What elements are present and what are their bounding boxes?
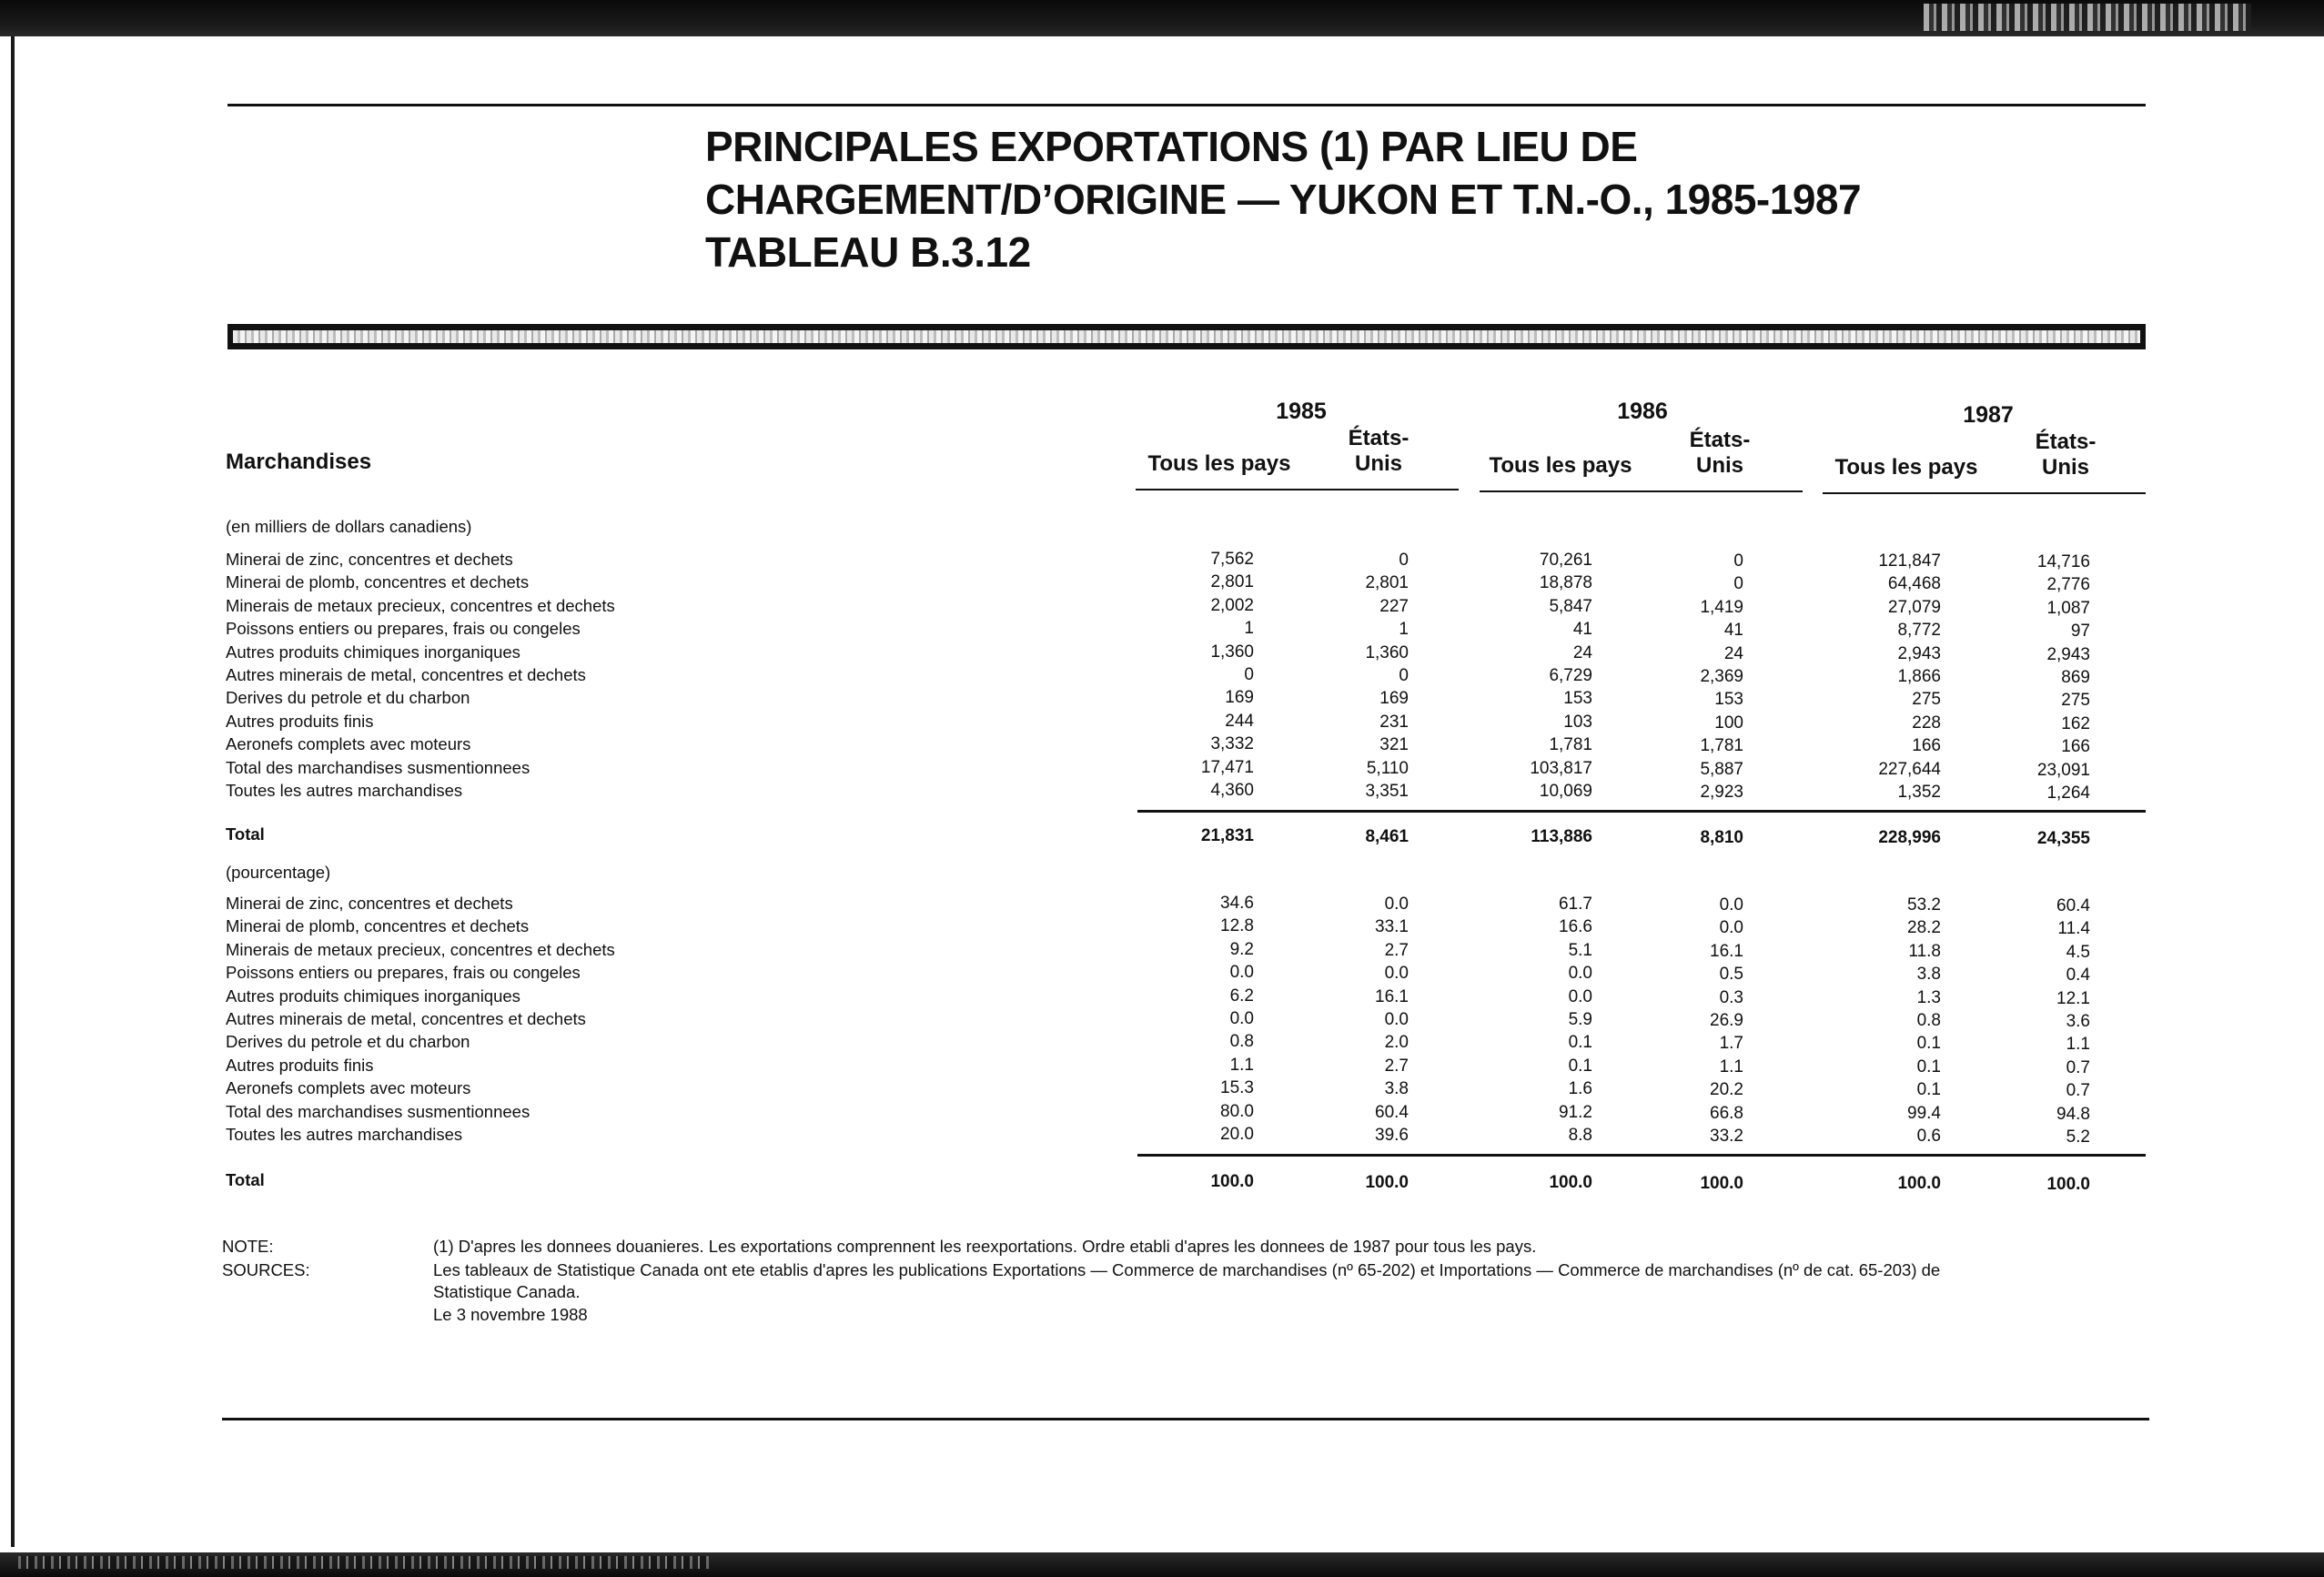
- dollar-row-cell: 100: [1714, 713, 1743, 733]
- percent-row-cell: 1.7: [1719, 1034, 1743, 1054]
- dollar-total-cell: 228,996: [1878, 828, 1941, 847]
- percent-row-cell: 53.2: [1907, 895, 1941, 915]
- percent-row-cell: 11.8: [1908, 941, 1941, 961]
- note-label: NOTE:: [222, 1237, 274, 1256]
- percent-row-cell: 0.0: [1719, 895, 1743, 915]
- dollar-row-cell: 228: [1912, 713, 1941, 733]
- percent-row-cell: 0.1: [1916, 1056, 1941, 1077]
- percent-row-cell: 0.0: [1568, 986, 1592, 1006]
- percent-row-cell: 5.2: [2066, 1127, 2090, 1147]
- percent-row-cell: 91.2: [1559, 1102, 1592, 1122]
- title-line-1: PRINCIPALES EXPORTATIONS (1) PAR LIEU DE: [705, 123, 1638, 170]
- col-us-1985-line2: Unis: [1354, 451, 1402, 476]
- percent-total-cell: 100.0: [1365, 1173, 1409, 1192]
- percent-row-cell: 0.7: [2066, 1057, 2090, 1077]
- dollar-row-cell: 8,772: [1897, 621, 1941, 641]
- percent-row-cell: 3.8: [1384, 1079, 1409, 1099]
- dollar-row-cell: 3,351: [1365, 782, 1409, 801]
- percent-row-cell: 0.5: [1719, 965, 1743, 985]
- dollar-row-cell: 275: [2061, 691, 2090, 711]
- dollar-row-cell: 1,360: [1365, 642, 1409, 662]
- dollar-row-cell: 166: [1912, 736, 1941, 756]
- dollar-row-cell: 103,817: [1530, 758, 1592, 778]
- dollar-row-cell: 275: [1912, 690, 1941, 710]
- dollar-row-cell: 17,471: [1200, 757, 1254, 777]
- percent-row-label: Derives du petrole et du charbon: [226, 1032, 470, 1052]
- percent-row-cell: 3.6: [2066, 1012, 2090, 1031]
- scan-border-bottom: [0, 1552, 2324, 1577]
- total-rule-dollars: [1137, 810, 2146, 813]
- dollar-row-cell: 5,847: [1549, 596, 1592, 616]
- title-line-2: CHARGEMENT/D’ORIGINE — YUKON ET T.N.-O., 1985-1987: [705, 176, 1862, 223]
- percent-row-cell: 0.0: [1384, 895, 1409, 914]
- percent-row-cell: 2.7: [1384, 940, 1409, 960]
- percent-row-cell: 20.2: [1710, 1080, 1743, 1100]
- percent-total-cell: 100.0: [1897, 1174, 1941, 1193]
- title-line-3: TABLEAU B.3.12: [705, 228, 1031, 276]
- percent-row-cell: 94.8: [2056, 1104, 2090, 1124]
- percent-row-cell: 0.0: [1719, 918, 1743, 938]
- bottom-rule: [222, 1418, 2149, 1420]
- percent-row-label: Autres produits finis: [226, 1055, 374, 1075]
- percent-row-cell: 0.1: [1568, 1033, 1592, 1053]
- header-rule-1986: [1480, 490, 1803, 492]
- dollar-row-cell: 2,369: [1700, 667, 1743, 686]
- dollar-row-cell: 27,079: [1887, 597, 1941, 617]
- dollar-row-cell: 1,264: [2046, 783, 2090, 803]
- section-label-percent: (pourcentage): [226, 863, 331, 882]
- percent-total-cell: 100.0: [2046, 1175, 2090, 1194]
- dollar-row-label: Minerais de metaux precieux, concentres et dechets: [226, 595, 615, 615]
- dollar-row-cell: 1,419: [1700, 597, 1743, 617]
- dollar-row-cell: 0: [1399, 551, 1409, 570]
- dollar-row-cell: 97: [2070, 622, 2090, 642]
- total-label-dollars: Total: [226, 824, 265, 844]
- percent-row-cell: 12.1: [2056, 988, 2090, 1008]
- percent-row-cell: 15.3: [1220, 1078, 1254, 1098]
- dollar-row-label: Total des marchandises susmentionnees: [226, 757, 530, 777]
- percent-row-label: Aeronefs complets avec moteurs: [226, 1078, 471, 1098]
- percent-row-label: Minerais de metaux precieux, concentres et dechets: [226, 939, 615, 959]
- percent-row-cell: 1.6: [1568, 1079, 1592, 1099]
- percent-row-cell: 0.0: [1568, 964, 1592, 984]
- dollar-row-cell: 103: [1563, 712, 1592, 732]
- dollar-row-cell: 1: [1399, 620, 1409, 640]
- percent-row-cell: 39.6: [1375, 1126, 1409, 1145]
- percent-row-label: Poissons entiers ou prepares, frais ou congeles: [226, 963, 581, 983]
- percent-row-cell: 0.8: [1229, 1032, 1254, 1052]
- percent-row-cell: 26.9: [1710, 1011, 1743, 1030]
- dollar-row-cell: 121,847: [1878, 551, 1941, 571]
- dollar-row-cell: 0: [1733, 551, 1743, 571]
- total-label-percent: Total: [226, 1170, 265, 1189]
- percent-row-cell: 12.8: [1220, 916, 1254, 936]
- dollar-row-cell: 0: [1733, 574, 1743, 594]
- row-header: Marchandises: [226, 450, 372, 474]
- percent-row-label: Minerai de plomb, concentres et dechets: [226, 916, 530, 936]
- percent-row-label: Autres produits chimiques inorganiques: [226, 986, 520, 1006]
- dollar-row-cell: 1,087: [2046, 598, 2090, 618]
- dollar-row-label: Autres produits chimiques inorganiques: [226, 642, 520, 662]
- header-rule-1987: [1823, 492, 2146, 494]
- percent-row-cell: 4.5: [2066, 942, 2090, 962]
- dollar-row-cell: 244: [1225, 711, 1254, 731]
- dollar-row-cell: 169: [1225, 688, 1254, 708]
- dollar-row-cell: 23,091: [2036, 760, 2090, 780]
- page-title: [705, 120, 1861, 278]
- dollar-row-label: Minerai de plomb, concentres et dechets: [226, 572, 530, 592]
- percent-row-cell: 66.8: [1710, 1103, 1743, 1123]
- col-us-1985-line1: États-: [1348, 426, 1410, 450]
- dollar-total-cell: 113,886: [1531, 827, 1592, 846]
- year-header-1986: 1986: [1617, 399, 1668, 424]
- sources-line-2: Statistique Canada.: [433, 1282, 581, 1301]
- percent-row-cell: 0.0: [1229, 963, 1254, 983]
- percent-row-cell: 20.0: [1220, 1125, 1254, 1144]
- dollar-row-cell: 153: [1563, 689, 1592, 709]
- date-line: Le 3 novembre 1988: [433, 1305, 588, 1324]
- dollar-row-cell: 227: [1379, 596, 1409, 616]
- dollar-row-cell: 18,878: [1539, 573, 1592, 593]
- scan-smear: [1924, 4, 2251, 31]
- percent-row-cell: 0.0: [1229, 1009, 1254, 1028]
- percent-row-cell: 8.8: [1568, 1126, 1592, 1145]
- percent-row-cell: 16.1: [1710, 941, 1743, 961]
- percent-row-cell: 11.4: [2057, 919, 2090, 939]
- col-us-1986-line1: États-: [1689, 428, 1751, 452]
- dollar-row-cell: 5,887: [1700, 759, 1743, 779]
- col-us-1987-line1: États-: [2035, 430, 2097, 454]
- dollar-row-cell: 3,332: [1210, 734, 1254, 754]
- percent-row-label: Toutes les autres marchandises: [226, 1125, 463, 1144]
- dollar-row-label: Poissons entiers ou prepares, frais ou congeles: [226, 619, 581, 639]
- dollar-total-cell: 8,810: [1700, 828, 1743, 847]
- dollar-row-cell: 2,943: [1897, 643, 1941, 663]
- dollar-row-cell: 24: [1723, 643, 1743, 663]
- percent-row-label: Autres minerais de metal, concentres et dechets: [226, 1009, 586, 1028]
- section-label-dollars: (en milliers de dollars canadiens): [226, 517, 472, 536]
- dollar-row-cell: 41: [1572, 620, 1592, 640]
- dollar-row-label: Autres minerais de metal, concentres et dechets: [226, 665, 586, 684]
- dollar-row-cell: 2,943: [2046, 644, 2090, 664]
- year-header-1987: 1987: [1963, 402, 2014, 428]
- top-rule: [227, 104, 2146, 106]
- percent-row-cell: 0.0: [1384, 1010, 1409, 1029]
- scan-smear: [18, 1556, 710, 1569]
- dollar-row-cell: 1: [1244, 619, 1254, 639]
- dollar-row-cell: 2,923: [1700, 783, 1743, 802]
- dollar-row-cell: 4,360: [1210, 781, 1254, 800]
- percent-total-cell: 100.0: [1210, 1172, 1254, 1191]
- dollar-row-cell: 24: [1572, 642, 1592, 662]
- percent-row-cell: 1.1: [1229, 1055, 1254, 1075]
- dollar-row-cell: 321: [1379, 735, 1409, 755]
- scan-border-top: [0, 0, 2324, 36]
- percent-row-cell: 1.1: [2066, 1035, 2090, 1055]
- dollar-row-cell: 0: [1399, 666, 1409, 685]
- dollar-row-cell: 227,644: [1878, 759, 1941, 779]
- percent-row-cell: 0.0: [1384, 964, 1409, 984]
- dollar-row-cell: 10,069: [1539, 782, 1592, 801]
- col-all-1985: Tous les pays: [1147, 451, 1291, 476]
- dollar-row-label: Toutes les autres marchandises: [226, 781, 463, 800]
- percent-total-cell: 100.0: [1549, 1173, 1592, 1192]
- dollar-row-cell: 166: [2061, 737, 2090, 757]
- percent-row-cell: 9.2: [1229, 939, 1254, 959]
- dollar-row-cell: 1,866: [1897, 667, 1941, 686]
- dollar-row-cell: 41: [1723, 621, 1743, 641]
- dollar-row-cell: 1,781: [1700, 736, 1743, 756]
- percent-row-cell: 99.4: [1907, 1103, 1941, 1123]
- col-all-1986: Tous les pays: [1489, 453, 1632, 478]
- dollar-row-cell: 2,801: [1210, 572, 1254, 592]
- dollar-row-label: Autres produits finis: [226, 711, 374, 731]
- dollar-row-cell: 2,002: [1210, 595, 1254, 615]
- percent-row-cell: 28.2: [1907, 918, 1941, 938]
- dollar-row-cell: 231: [1379, 712, 1409, 732]
- percent-row-cell: 33.2: [1710, 1127, 1743, 1146]
- percent-total-cell: 100.0: [1700, 1174, 1743, 1193]
- dollar-row-cell: 7,562: [1210, 550, 1254, 569]
- dollar-row-cell: 153: [1714, 690, 1743, 710]
- dollar-total-cell: 8,461: [1365, 827, 1409, 846]
- dollar-row-label: Derives du petrole et du charbon: [226, 688, 470, 708]
- percent-row-cell: 1.1: [1719, 1056, 1743, 1077]
- col-us-1986-line2: Unis: [1695, 453, 1743, 478]
- percent-row-cell: 5.1: [1568, 940, 1592, 960]
- dollar-row-cell: 2,801: [1365, 573, 1409, 593]
- dollar-row-cell: 6,729: [1549, 666, 1592, 685]
- dollar-total-cell: 24,355: [2036, 829, 2090, 848]
- dollar-row-label: Minerai de zinc, concentres et dechets: [226, 550, 513, 569]
- percent-row-cell: 33.1: [1375, 917, 1409, 937]
- col-us-1987-line2: Unis: [2041, 455, 2089, 480]
- percent-row-cell: 6.2: [1229, 986, 1254, 1006]
- dollar-row-cell: 1,352: [1897, 783, 1941, 802]
- percent-row-cell: 3.8: [1916, 965, 1941, 985]
- header-rule-1985: [1136, 489, 1459, 490]
- percent-row-cell: 0.8: [1916, 1011, 1941, 1030]
- percent-row-cell: 0.6: [1916, 1127, 1941, 1146]
- dollar-row-cell: 14,716: [2036, 552, 2090, 571]
- percent-row-cell: 2.0: [1384, 1033, 1409, 1053]
- sources-line-1: Les tableaux de Statistique Canada ont ete etablis d'apres les publications Exportations — Commerce de marchandises (nº 65-202) et Importations — Commerce de marchandises (nº de cat. 65-203) de: [433, 1260, 1941, 1279]
- percent-row-cell: 1.3: [1916, 987, 1941, 1007]
- percent-row-cell: 0.3: [1719, 987, 1743, 1007]
- note-text: (1) D'apres les donnees douanieres. Les exportations comprennent les reexportations. Ordre etabli d'apres les donnees de 1987 pour tous les pays.: [433, 1237, 1537, 1256]
- year-header-1985: 1985: [1276, 399, 1327, 424]
- percent-row-cell: 0.4: [2066, 965, 2090, 986]
- percent-row-cell: 16.6: [1559, 917, 1592, 937]
- percent-row-cell: 61.7: [1559, 895, 1592, 914]
- percent-row-cell: 0.1: [1568, 1056, 1592, 1076]
- dollar-row-label: Aeronefs complets avec moteurs: [226, 734, 471, 754]
- scan-border-left: [11, 36, 15, 1547]
- percent-row-cell: 5.9: [1568, 1010, 1592, 1029]
- percent-row-cell: 0.7: [2066, 1081, 2090, 1101]
- dollar-row-cell: 169: [1379, 689, 1409, 709]
- dollar-row-cell: 5,110: [1366, 758, 1409, 778]
- percent-row-cell: 0.1: [1916, 1034, 1941, 1054]
- percent-row-cell: 60.4: [1375, 1102, 1409, 1122]
- dollar-row-cell: 70,261: [1539, 551, 1592, 570]
- header-band: [227, 324, 2146, 349]
- dollar-row-cell: 64,468: [1887, 574, 1941, 594]
- dollar-row-cell: 1,781: [1549, 735, 1592, 755]
- col-all-1987: Tous les pays: [1834, 455, 1978, 480]
- dollar-row-cell: 2,776: [2046, 575, 2090, 595]
- percent-row-cell: 2.7: [1384, 1056, 1409, 1076]
- percent-row-cell: 80.0: [1220, 1101, 1254, 1121]
- dollar-row-cell: 162: [2061, 713, 2090, 733]
- percent-row-cell: 0.1: [1916, 1080, 1941, 1100]
- dollar-row-cell: 869: [2061, 668, 2090, 687]
- sources-label: SOURCES:: [222, 1260, 310, 1279]
- percent-row-cell: 16.1: [1375, 986, 1409, 1006]
- total-rule-percent: [1137, 1154, 2146, 1157]
- percent-row-cell: 34.6: [1220, 894, 1254, 913]
- percent-row-cell: 60.4: [2056, 896, 2090, 915]
- percent-row-label: Total des marchandises susmentionnees: [226, 1101, 530, 1121]
- percent-row-label: Minerai de zinc, concentres et dechets: [226, 894, 513, 913]
- dollar-row-cell: 1,360: [1210, 642, 1254, 662]
- dollar-row-cell: 0: [1244, 665, 1254, 684]
- dollar-total-cell: 21,831: [1200, 826, 1254, 845]
